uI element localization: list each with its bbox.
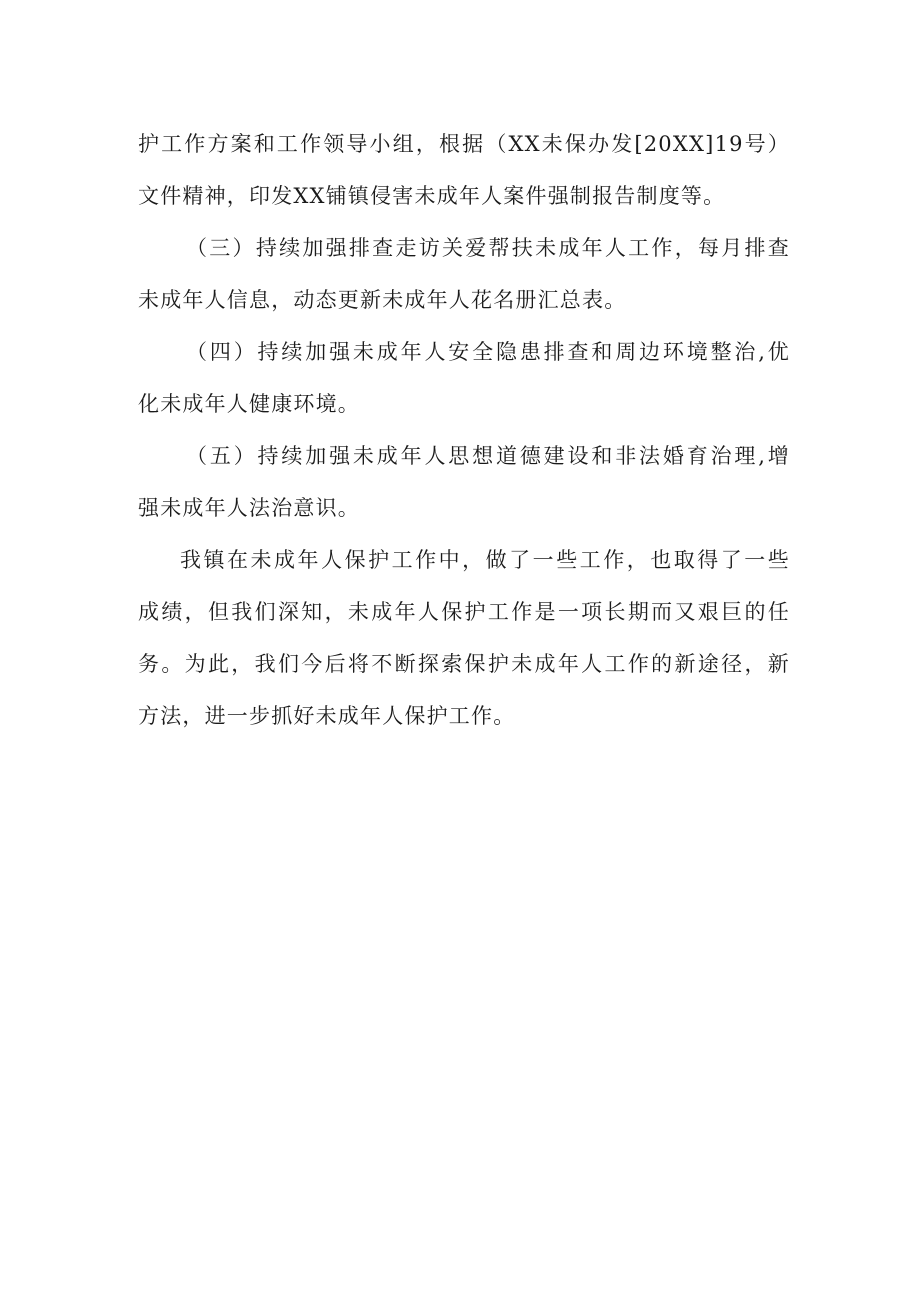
text-line: 我镇在未成年人保护工作中，做了一些工作，也取得了一些 — [180, 548, 790, 572]
text-line: （三）持续加强排查走访关爱帮扶未成年人工作，每月排查 — [186, 236, 790, 260]
text-line: 强未成年人法治意识。 — [138, 496, 360, 520]
text-line: 未成年人信息，动态更新未成年人花名册汇总表。 — [138, 288, 627, 312]
text-line: 护工作方案和工作领导小组，根据（XX未保办发[20XX]19号） — [138, 132, 790, 156]
text-line: 务。为此，我们今后将不断探索保护未成年人工作的新途径，新 — [138, 652, 790, 676]
text-line: （四）持续加强未成年人安全隐患排查和周边环境整治,优 — [186, 340, 790, 364]
document-body — [138, 118, 790, 742]
text-line: 成绩，但我们深知，未成年人保护工作是一项长期而又艰巨的任 — [138, 600, 790, 624]
text-line: （五）持续加强未成年人思想道德建设和非法婚育治理,增 — [186, 444, 790, 468]
text-line: 方法，进一步抓好未成年人保护工作。 — [138, 704, 516, 728]
text-line: 文件精神，印发XX铺镇侵害未成年人案件强制报告制度等。 — [138, 184, 726, 208]
text-line: 化未成年人健康环境。 — [138, 392, 360, 416]
